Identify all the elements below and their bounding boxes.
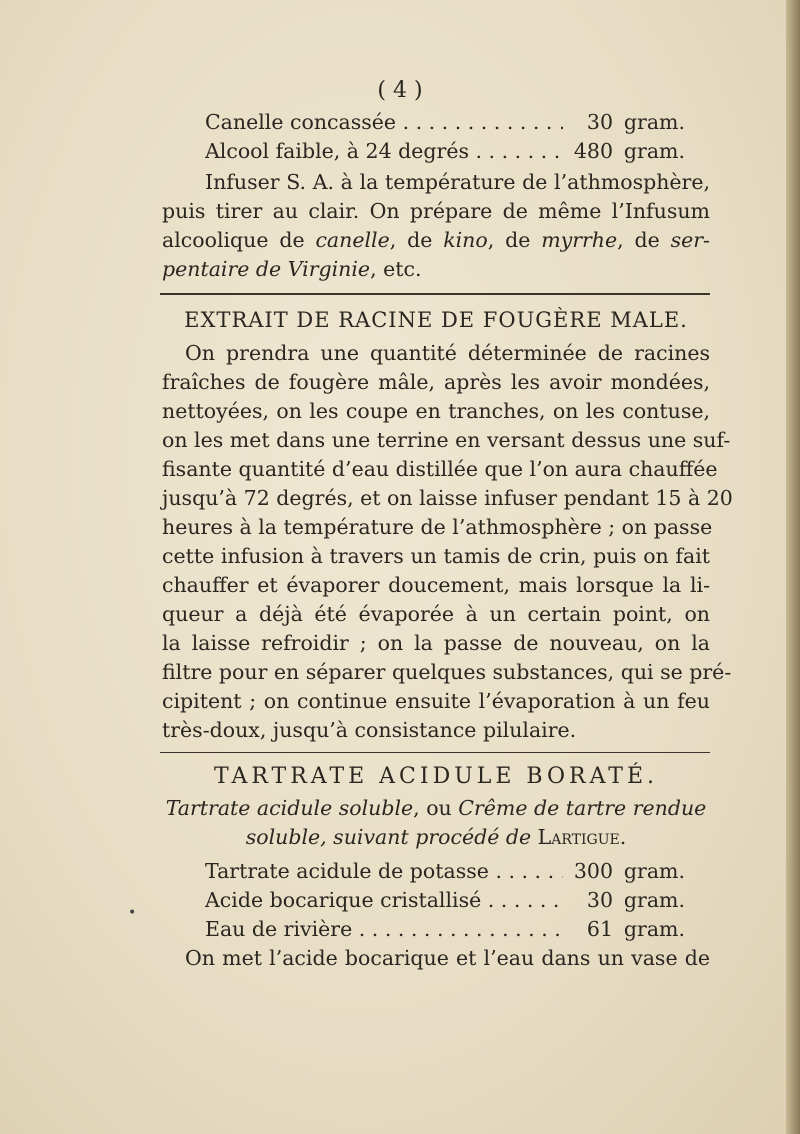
italic-term: pentaire de Virginie (162, 257, 371, 281)
italic-term: myrrhe (541, 228, 618, 252)
body-line: la laisse refroidir ; on la passe de nouveau, on la (162, 631, 710, 655)
infusion-line (162, 255, 710, 284)
ingredient-name: Acide bocarique cristallisé . . . (205, 886, 563, 915)
ink-dot: • (128, 905, 137, 921)
ingredient-row (205, 886, 685, 915)
section-rule (160, 752, 710, 753)
body-line: fisante quantité d’eau distillée que l’on aura chauffée (162, 457, 718, 481)
ingredient-row (205, 857, 685, 886)
ingredient-qty: 300 (573, 859, 613, 883)
ingredient-name: Canelle concassée . . . (205, 108, 563, 137)
infusion-line (162, 226, 710, 255)
body-line: filtre pour en séparer quelques substances, qui se pré- (162, 660, 732, 684)
page-edge (786, 0, 800, 1134)
ingredient-name: Tartrate acidule de potasse . . . (205, 857, 563, 886)
italic-term: canelle (315, 228, 390, 252)
ingredient-unit: gram. (623, 139, 685, 163)
ingredient-qty: 480 (573, 139, 613, 163)
author-name: Lartigue. (537, 825, 627, 849)
text: , etc. (370, 257, 422, 281)
recipe1-row (205, 137, 685, 166)
body-line: heures à la température de l’athmosphère ; on passe (162, 515, 713, 539)
body-line: on les met dans une terrine en versant dessus une suf- (162, 428, 731, 452)
text: , ou (413, 796, 459, 820)
body-line: fraîches de fougère mâle, après les avoir mondées, (162, 370, 710, 394)
ingredient-name: Eau de rivière . . . (205, 915, 563, 944)
ingredient-row (205, 915, 685, 944)
subtitle-line (162, 823, 710, 852)
ingredient-unit: gram. (623, 888, 685, 912)
ingredient-unit: gram. (623, 917, 685, 941)
section-title: EXTRAIT DE RACINE DE FOUGÈRE MALE. (184, 308, 688, 332)
italic-term: kino (443, 228, 488, 252)
body-line: cette infusion à travers un tamis de crin, puis on fait (162, 544, 710, 568)
ingredient-unit: gram. (623, 859, 685, 883)
recipe1-row (205, 108, 685, 137)
text: , de (389, 228, 444, 252)
section-rule (160, 293, 710, 295)
body-line: cipitent ; on continue ensuite l’évaporation à un feu (162, 689, 710, 713)
section-title: TARTRATE ACIDULE BORATÉ. (213, 764, 659, 789)
italic-term: Crême de tartre rendue (458, 796, 707, 820)
body-line: On prendra une quantité déterminée de racines (185, 341, 710, 365)
ingredient-qty: 30 (586, 888, 613, 912)
text: , de (617, 228, 671, 252)
ingredient-unit: gram. (623, 110, 685, 134)
ingredient-name: Alcool faible, à 24 degrés . . . (205, 137, 563, 166)
body-line: queur a déjà été évaporée à un certain point, on (162, 602, 710, 626)
page-number: ( 4 ) (377, 78, 423, 103)
ingredient-qty: 61 (586, 917, 613, 941)
body-line: chauffer et évaporer doucement, mais lorsque la li- (162, 573, 710, 597)
text: alcoolique de (162, 228, 316, 252)
italic-term: Tartrate acidule soluble (165, 796, 414, 820)
body-line: jusqu’à 72 degrés, et on laisse infuser pendant 15 à 20 (162, 486, 733, 510)
text: , de (487, 228, 542, 252)
ingredient-qty: 30 (586, 110, 613, 134)
subtitle-line (162, 794, 710, 823)
italic-term: soluble, suivant procédé de (245, 825, 538, 849)
body-line: très-doux, jusqu’à consistance pilulaire. (162, 718, 577, 742)
infusion-line: puis tirer au clair. On prépare de même l’Infusum (162, 199, 710, 223)
italic-term: ser- (670, 228, 710, 252)
body-line: On met l’acide bocarique et l’eau dans un vase de (185, 946, 710, 970)
body-line: nettoyées, on les coupe en tranches, on les contuse, (162, 399, 710, 423)
infusion-line: Infuser S. A. à la température de l’athmosphère, (205, 170, 710, 194)
